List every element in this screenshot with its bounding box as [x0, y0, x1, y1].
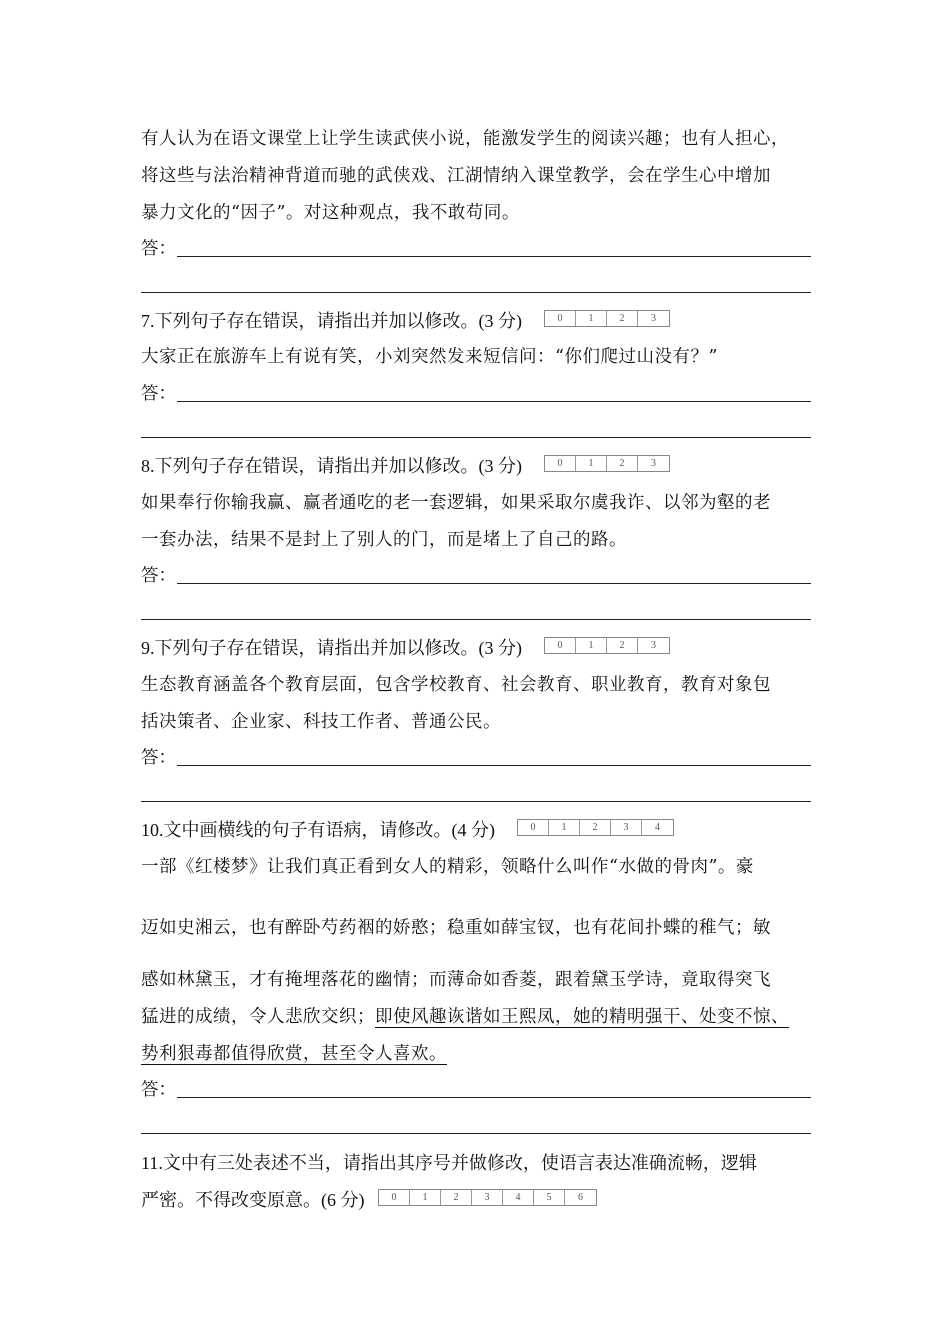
answer-line-2[interactable]: [141, 801, 811, 802]
q10-passage-line-4: [141, 1005, 789, 1029]
q7-score-box[interactable]: [544, 310, 670, 327]
score-cell[interactable]: 1: [576, 311, 607, 326]
q10-passage-line-1: 一部《红楼梦》让我们真正看到女人的精彩，领略什么叫作“水做的骨肉”。豪: [141, 857, 754, 877]
answer-line-1[interactable]: [177, 1097, 811, 1098]
score-cell[interactable]: 4: [503, 1190, 534, 1205]
q10-underlined-sentence: 即使风趣诙谐如王熙凤，她的精明强干、处变不惊、: [375, 1007, 789, 1027]
answer-line-1[interactable]: [177, 583, 811, 584]
score-cell[interactable]: 3: [651, 640, 656, 651]
q7-sentence: 大家正在旅游车上有说有笑，小刘突然发来短信问：“你们爬过山没有？”: [141, 347, 718, 367]
score-cell[interactable]: 3: [472, 1190, 503, 1205]
score-cell[interactable]: 0: [545, 638, 576, 653]
intro-line-1: 有人认为在语文课堂上让学生读武侠小说，能激发学生的阅读兴趣；也有人担心，: [141, 129, 789, 149]
score-cell[interactable]: 2: [607, 311, 638, 326]
q11-title-line-2: 严密。不得改变原意。(6 分): [141, 1190, 365, 1210]
q9-score-box[interactable]: [544, 637, 670, 654]
q8-sentence-line-2: 一套办法，结果不是封上了别人的门，而是堵上了自己的路。: [141, 530, 627, 550]
q10-passage-line-3: 感如林黛玉，才有掩埋落花的幽情；而薄命如香菱，跟着黛玉学诗，竟取得突飞: [141, 970, 771, 990]
score-cell[interactable]: 2: [607, 456, 638, 471]
score-cell[interactable]: 3: [611, 820, 642, 835]
q11-score-box[interactable]: [378, 1189, 597, 1206]
answer-line-1[interactable]: [177, 256, 811, 257]
answer-label: 答：: [141, 748, 176, 768]
score-cell[interactable]: 2: [607, 638, 638, 653]
answer-label: 答：: [141, 566, 176, 586]
q10-passage-line-5: [141, 1042, 447, 1066]
answer-line-2[interactable]: [141, 292, 811, 293]
score-cell[interactable]: 3: [651, 458, 656, 469]
q9-sentence-line-2: 括决策者、企业家、科技工作者、普通公民。: [141, 712, 501, 732]
score-cell[interactable]: 0: [545, 456, 576, 471]
intro-line-2: 将这些与法治精神背道而驰的武侠戏、江湖情纳入课堂教学，会在学生心中增加: [141, 166, 771, 186]
score-cell[interactable]: 4: [655, 822, 660, 833]
answer-line-2[interactable]: [141, 619, 811, 620]
score-cell[interactable]: 1: [576, 456, 607, 471]
score-cell[interactable]: 6: [578, 1192, 583, 1203]
score-cell[interactable]: 1: [576, 638, 607, 653]
q10-passage-line-2: 迈如史湘云，也有醉卧芍药裀的娇憨；稳重如薛宝钗，也有花间扑蝶的稚气；敏: [141, 918, 771, 938]
answer-label: 答：: [141, 1080, 176, 1100]
answer-line-2[interactable]: [141, 437, 811, 438]
q7-title: 7.下列句子存在错误，请指出并加以修改。(3 分): [141, 311, 522, 331]
q9-title: 9.下列句子存在错误，请指出并加以修改。(3 分): [141, 638, 522, 658]
score-cell[interactable]: 2: [441, 1190, 472, 1205]
score-cell[interactable]: 0: [379, 1190, 410, 1205]
score-cell[interactable]: 1: [549, 820, 580, 835]
answer-line-1[interactable]: [177, 765, 811, 766]
q11-title-line-1: 11.文中有三处表述不当，请指出其序号并做修改，使语言表达准确流畅，逻辑: [141, 1153, 757, 1173]
q10-underlined-sentence: 势利狠毒都值得欣赏，甚至令人喜欢。: [141, 1044, 447, 1064]
score-cell[interactable]: 3: [651, 313, 656, 324]
q10-plain-text: 猛进的成绩，令人悲欣交织；: [141, 1007, 375, 1027]
score-cell[interactable]: 1: [410, 1190, 441, 1205]
q10-score-box[interactable]: [517, 819, 674, 836]
answer-label: 答：: [141, 239, 176, 259]
q8-sentence-line-1: 如果奉行你输我赢、赢者通吃的老一套逻辑，如果采取尔虞我诈、以邻为壑的老: [141, 493, 771, 513]
score-cell[interactable]: 5: [534, 1190, 565, 1205]
q8-title: 8.下列句子存在错误，请指出并加以修改。(3 分): [141, 456, 522, 476]
intro-line-3: 暴力文化的“因子”。对这种观点，我不敢苟同。: [141, 203, 520, 223]
score-cell[interactable]: 0: [545, 311, 576, 326]
answer-label: 答：: [141, 384, 176, 404]
score-cell[interactable]: 0: [518, 820, 549, 835]
answer-line-1[interactable]: [177, 401, 811, 402]
q9-sentence-line-1: 生态教育涵盖各个教育层面，包含学校教育、社会教育、职业教育，教育对象包: [141, 675, 771, 695]
q10-title: 10.文中画横线的句子有语病，请修改。(4 分): [141, 820, 495, 840]
score-cell[interactable]: 2: [580, 820, 611, 835]
answer-line-2[interactable]: [141, 1133, 811, 1134]
q8-score-box[interactable]: [544, 455, 670, 472]
